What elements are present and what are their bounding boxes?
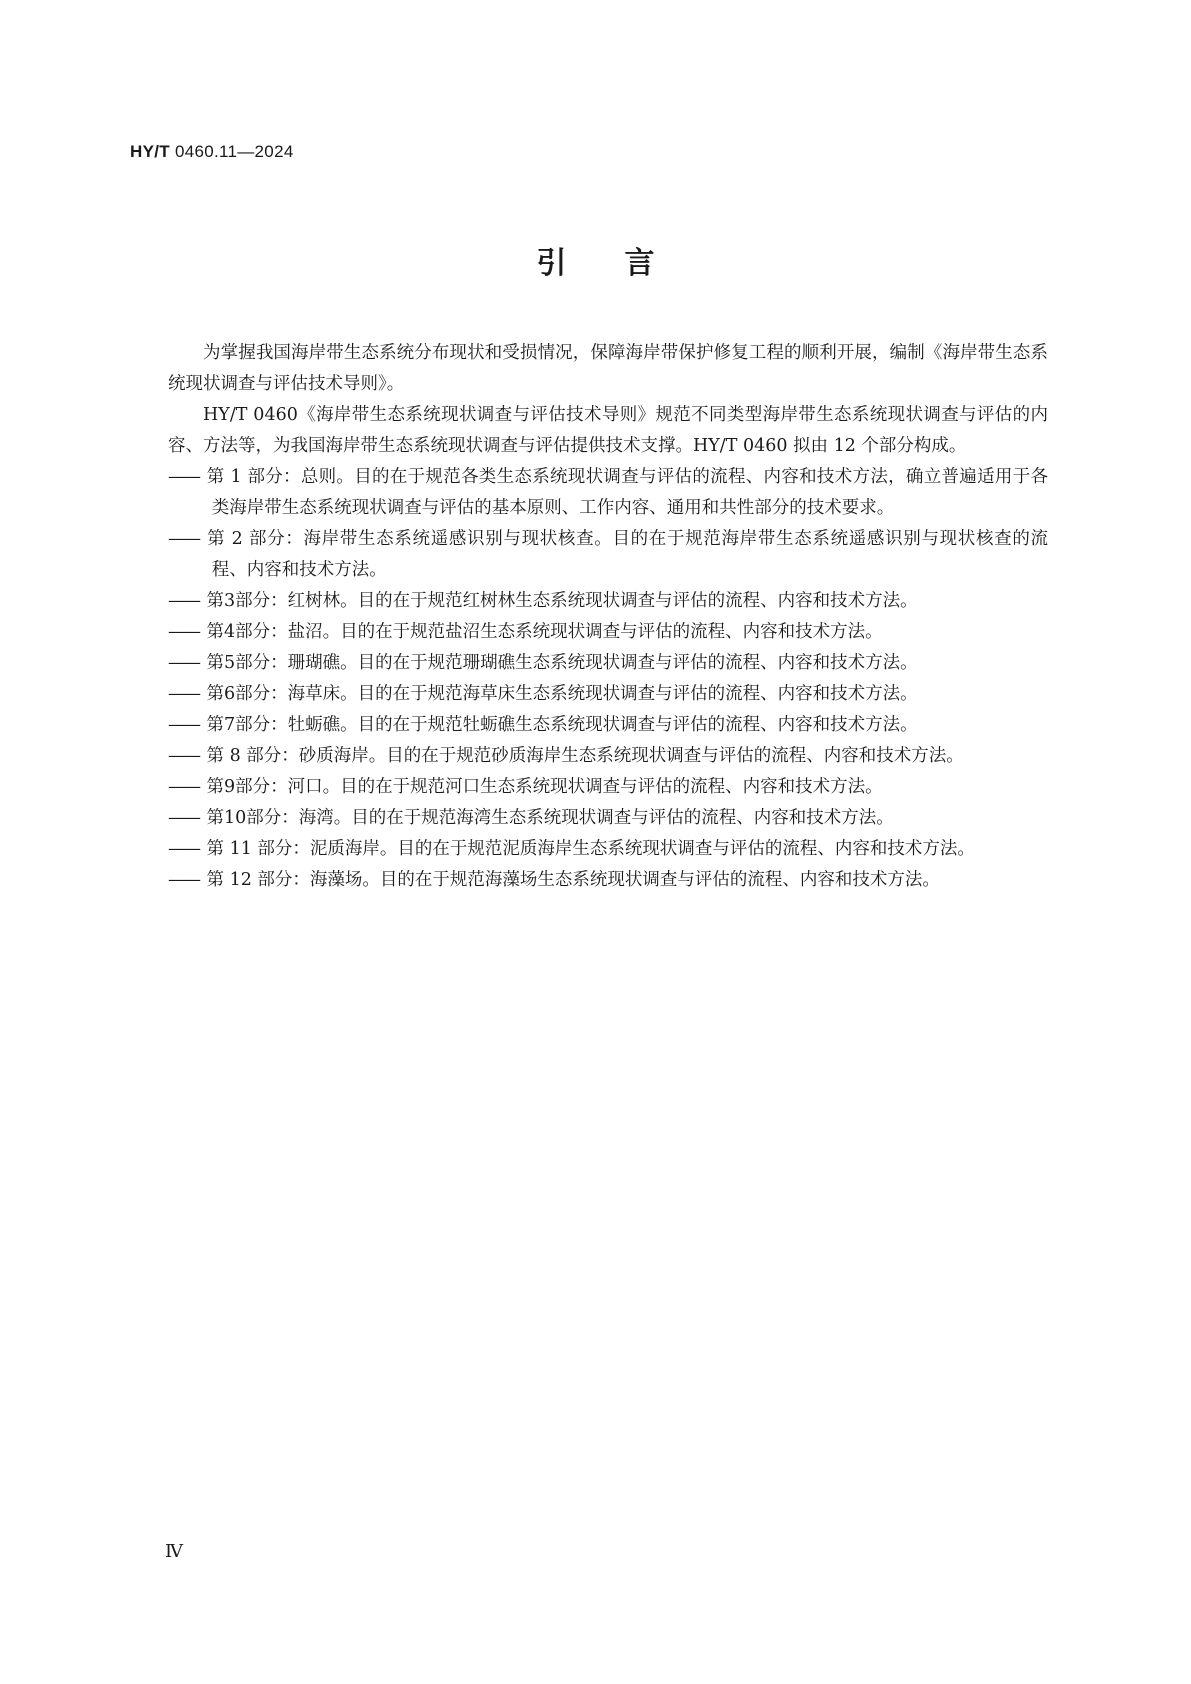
dash-marker: —— [168,777,199,797]
part-item-1 [168,462,1048,524]
dash-marker: —— [168,808,199,828]
part-item-4 [168,617,1048,648]
part-item-text: 第6部分：海草床。目的在于规范海草床生态系统现状调查与评估的流程、内容和技术方法。 [206,684,918,704]
part-item-6 [168,679,1048,710]
part-item-12 [168,865,1048,896]
dash-marker: —— [168,715,199,735]
standard-code-prefix: HY/T [130,142,170,161]
part-item-text: 第5部分：珊瑚礁。目的在于规范珊瑚礁生态系统现状调查与评估的流程、内容和技术方法。 [206,653,918,673]
part-item-9 [168,772,1048,803]
part-item-7 [168,710,1048,741]
intro-paragraph-2: HY/T 0460《海岸带生态系统现状调查与评估技术导则》规范不同类型海岸带生态系统现状调查与评估的内容、方法等，为我国海岸带生态系统现状调查与评估提供技术支撑。HY/T 0460 拟由 12 个部分构成。 [168,405,1048,456]
part-item-3 [168,586,1048,617]
page-number: Ⅳ [165,1541,183,1561]
standard-code-number: 0460.11—2024 [174,142,294,161]
dash-marker: —— [168,591,199,611]
part-item-text: 第10部分：海湾。目的在于规范海湾生态系统现状调查与评估的流程、内容和技术方法。 [206,808,894,828]
dash-marker: —— [168,839,199,859]
page-title: 引言 [536,246,713,281]
dash-marker: —— [168,870,199,890]
part-item-2 [168,524,1048,586]
part-item-5 [168,648,1048,679]
part-item-text: 第 1 部分：总则。目的在于规范各类生态系统现状调查与评估的流程、内容和技术方法，确立普遍适用于各类海岸带生态系统现状调查与评估的基本原则、工作内容、通用和共性部分的技术要求。 [206,467,1048,518]
part-item-11 [168,834,1048,865]
part-item-text: 第 8 部分：砂质海岸。目的在于规范砂质海岸生态系统现状调查与评估的流程、内容和技术方法。 [206,746,964,766]
dash-marker: —— [168,622,199,642]
part-item-text: 第 12 部分：海藻场。目的在于规范海藻场生态系统现状调查与评估的流程、内容和技术方法。 [206,870,940,890]
dash-marker: —— [168,653,199,673]
part-item-text: 第4部分：盐沼。目的在于规范盐沼生态系统现状调查与评估的流程、内容和技术方法。 [206,622,883,642]
part-item-8 [168,741,1048,772]
part-item-text: 第 2 部分：海岸带生态系统遥感识别与现状核查。目的在于规范海岸带生态系统遥感识别与现状核查的流程、内容和技术方法。 [206,529,1048,580]
dash-marker: —— [168,467,199,487]
standard-code [130,142,294,162]
part-item-text: 第 11 部分：泥质海岸。目的在于规范泥质海岸生态系统现状调查与评估的流程、内容和技术方法。 [206,839,975,859]
part-item-text: 第7部分：牡蛎礁。目的在于规范牡蛎礁生态系统现状调查与评估的流程、内容和技术方法。 [206,715,918,735]
introduction-body [168,338,1048,896]
part-item-text: 第9部分：河口。目的在于规范河口生态系统现状调查与评估的流程、内容和技术方法。 [206,777,883,797]
intro-paragraph-1: 为掌握我国海岸带生态系统分布现状和受损情况，保障海岸带保护修复工程的顺利开展，编制《海岸带生态系统现状调查与评估技术导则》。 [168,343,1048,394]
dash-marker: —— [168,746,199,766]
dash-marker: —— [168,529,199,549]
part-item-10 [168,803,1048,834]
dash-marker: —— [168,684,199,704]
part-item-text: 第3部分：红树林。目的在于规范红树林生态系统现状调查与评估的流程、内容和技术方法。 [206,591,918,611]
